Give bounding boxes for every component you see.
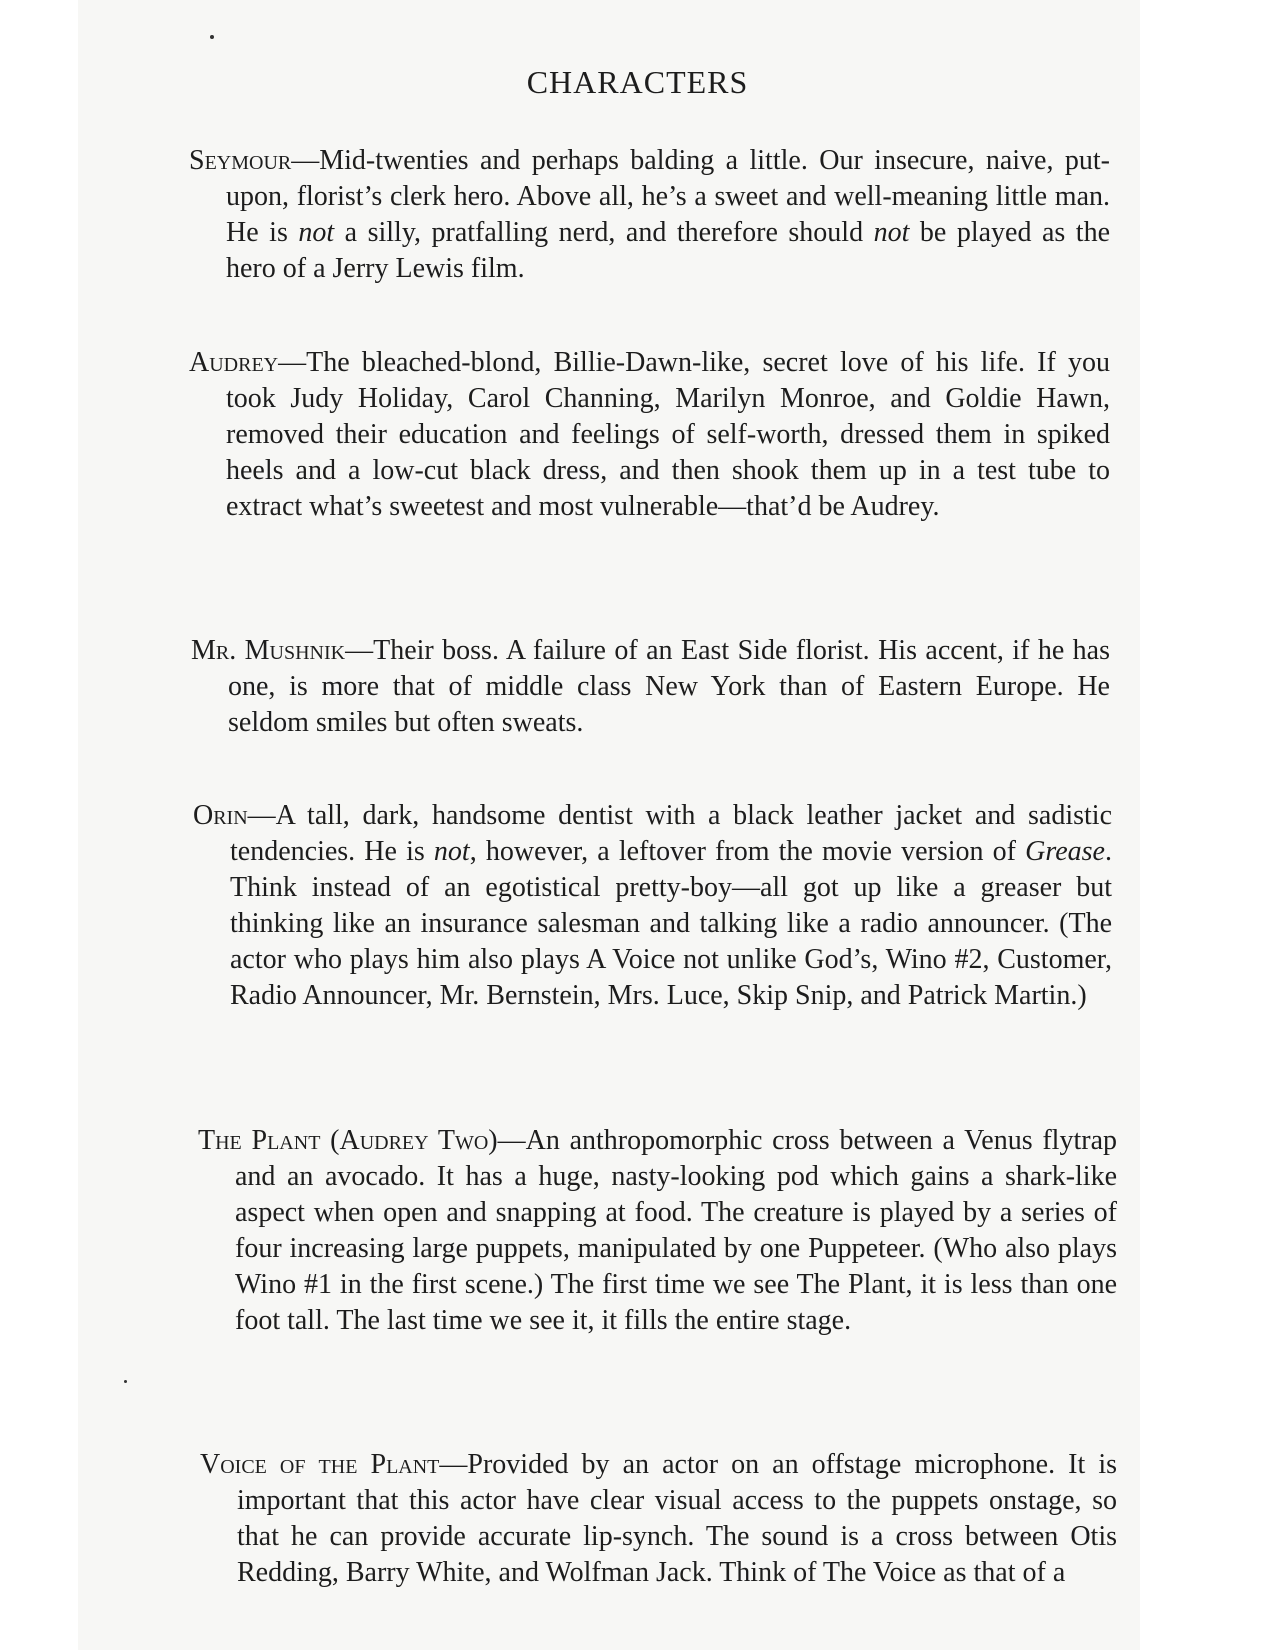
name-dash: — — [278, 347, 307, 378]
name-dash: — — [345, 635, 374, 666]
character-description: a silly, pratfalling nerd, and therefore should — [334, 217, 874, 248]
character-description: A tall, dark, handsome dentist with a black leather jacket and sadistic tendencies. He is — [230, 800, 1112, 867]
character-name: Voice of the Plant — [200, 1449, 440, 1480]
character-description: , however, a leftover from the movie version of — [469, 836, 1026, 867]
emphasis: not — [433, 836, 470, 867]
character-entry-audrey — [189, 345, 1110, 525]
character-entry-voice-of-the-plant — [200, 1447, 1118, 1591]
name-dash: — — [291, 145, 320, 176]
character-name: The Plant (Audrey Two) — [198, 1125, 498, 1156]
character-description: Their boss. A failure of an East Side florist. His accent, if he has one, is more that of middle class New York than of Eastern Europe. He seldom smiles but often sweats. — [228, 635, 1110, 738]
page-title: CHARACTERS — [526, 64, 749, 100]
character-name: Mr. Mushnik — [191, 635, 346, 666]
character-entry-seymour — [189, 143, 1111, 287]
character-description: Provided by an actor on an offstage microphone. It is important that this actor have clear visual access to the puppets onstage, so that he can provide accurate lip-synch. The sound is a cross between Otis Redding, Barry White, and Wolfman Jack. Think of The Voice as that of a — [237, 1449, 1118, 1588]
character-description: The bleached-blond, Billie-Dawn-like, secret love of his life. If you took Judy Holiday, Carol Channing, Marilyn Monroe, and Goldie Hawn, removed their education and feelings of self-worth, dressed them in spiked heels and a low-cut black dress, and then shook them up in a test tube to extract what’s sweetest and most vulnerable—that’d be Audrey. — [226, 347, 1110, 522]
emphasis: Grease — [1025, 836, 1105, 867]
ink-speck — [210, 35, 214, 39]
character-name: Audrey — [189, 347, 279, 378]
ink-speck — [124, 1380, 127, 1383]
character-name: Orin — [193, 800, 248, 831]
character-description: An anthropomorphic cross between a Venus flytrap and an avocado. It has a huge, nasty-looking pod which gains a shark-like aspect when open and snapping at food. The creature is played by a series of four increasing large puppets, manipulated by one Puppeteer. (Who also plays Wino #1 in the first scene.) The first time we see The Plant, it is less than one foot tall. The last time we see it, it fills the entire stage. — [235, 1125, 1117, 1336]
name-dash: — — [497, 1125, 526, 1156]
emphasis: not — [298, 217, 335, 248]
character-description: . Think instead of an egotistical pretty-boy—all got up like a greaser but thinking like an insurance salesman and talking like a radio announcer. (The actor who plays him also plays A Voice not unlike God’s, Wino #2, Customer, Radio Announcer, Mr. Bernstein, Mrs. Luce, Skip Snip, and Patrick Martin.) — [230, 836, 1112, 1011]
character-entry-mushnik — [191, 633, 1110, 741]
name-dash: — — [439, 1449, 468, 1480]
character-name: Seymour — [189, 145, 292, 176]
name-dash: — — [247, 800, 276, 831]
emphasis: not — [873, 217, 910, 248]
character-entry-orin — [193, 798, 1112, 1014]
character-description: Mid-twenties and perhaps balding a little. Our insecure, naive, put-upon, florist’s clerk hero. Above all, he’s a sweet and well-meaning little man. He is — [226, 145, 1110, 248]
character-description: be played as the hero of a Jerry Lewis film. — [226, 217, 1111, 284]
character-entry-the-plant — [198, 1123, 1117, 1339]
page-margin — [1140, 0, 1275, 1650]
